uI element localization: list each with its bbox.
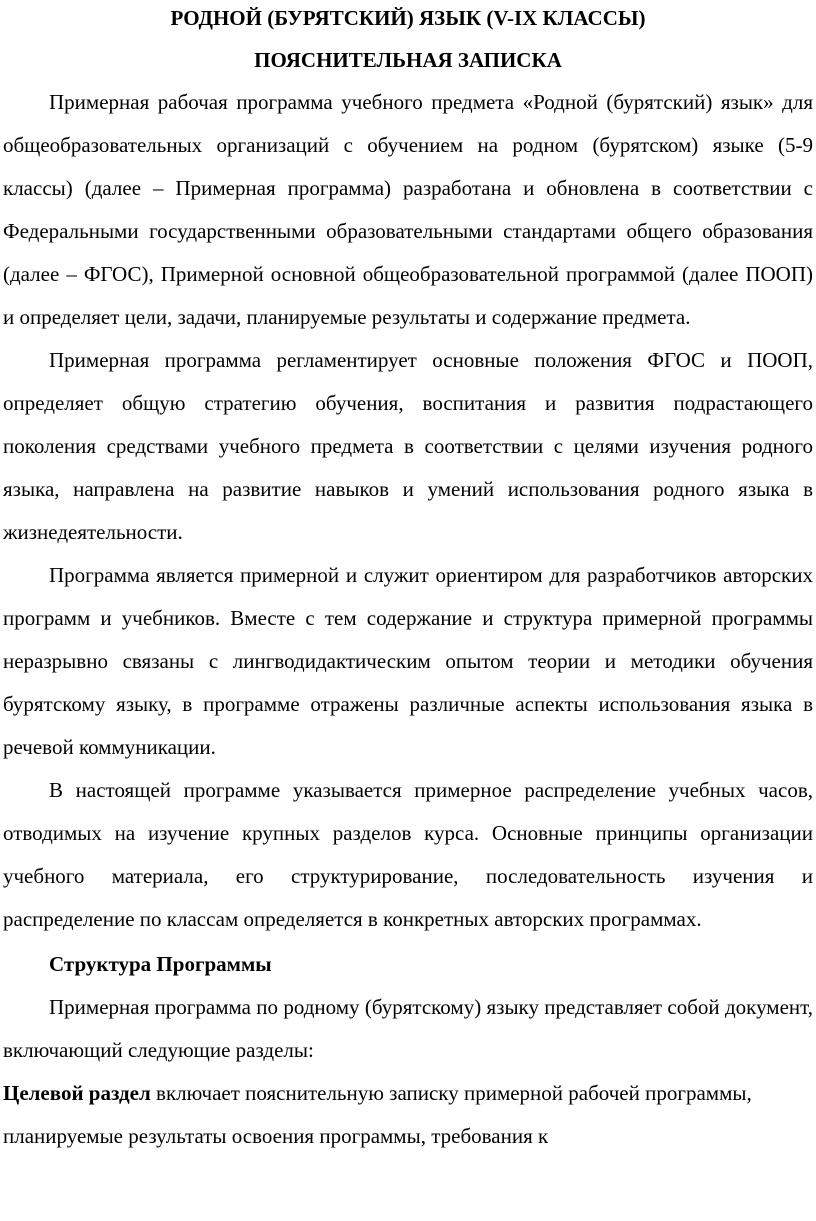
target-section-text: включает пояснительную записку примерной рабочей программы, планируемые результаты освоения программы, требования к	[3, 1081, 752, 1148]
paragraph-2: Примерная программа регламентирует основные положения ФГОС и ПООП, определяет общую стратегию обучения, воспитания и развития подрастающего поколения средствами учебного предмета в соответствии с целями изучения родного языка, направлена на развитие навыков и умений использования родного языка в жизнедеятельности.	[3, 348, 813, 544]
target-section-label: Целевой раздел	[3, 1081, 151, 1105]
document-title: РОДНОЙ (БУРЯТСКИЙ) ЯЗЫК (V-IX КЛАССЫ)	[170, 6, 646, 30]
structure-paragraph: Примерная программа по родному (бурятскому) языку представляет собой документ, включающий следующие разделы:	[3, 995, 813, 1062]
paragraph-1: Примерная рабочая программа учебного предмета «Родной (бурятский) язык» для общеобразовательных организаций с обучением на родном (бурятском) языке (5-9 классы) (далее – Примерная программа) разработана и обновлена в соответствии с Федеральными государственными образовательными стандартами общего образования (далее – ФГОС), Примерной основной общеобразовательной программой (далее ПООП) и определяет цели, задачи, планируемые результаты и содержание предмета.	[3, 90, 813, 329]
section-title: ПОЯСНИТЕЛЬНАЯ ЗАПИСКА	[254, 48, 562, 72]
paragraph-4: В настоящей программе указывается примерное распределение учебных часов, отводимых на изучение крупных разделов курса. Основные принципы организации учебного материала, его структурирование, последовательность изучения и распределение по классам определяется в конкретных авторских программах.	[3, 778, 813, 931]
structure-heading: Структура Программы	[49, 952, 272, 976]
target-section-paragraph	[3, 1072, 813, 1158]
paragraph-3: Программа является примерной и служит ориентиром для разработчиков авторских программ и учебников. Вместе с тем содержание и структура примерной программы неразрывно связаны с лингводидактическим опытом теории и методики обучения бурятскому языку, в программе отражены различные аспекты использования языка в речевой коммуникации.	[3, 563, 813, 759]
